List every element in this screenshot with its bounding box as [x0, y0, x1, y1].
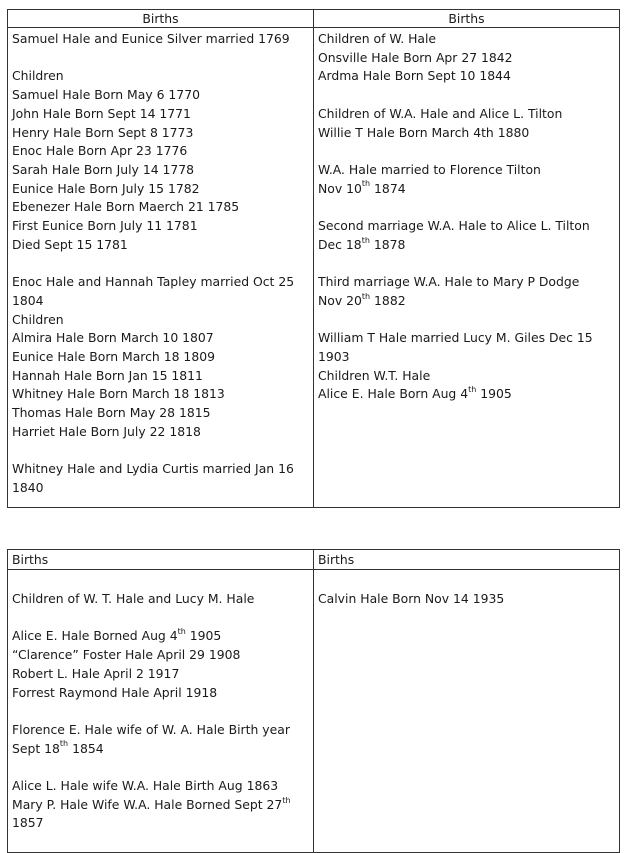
entry-line: [12, 796, 309, 815]
entry-line: Henry Hale Born Sept 8 1773: [12, 124, 194, 140]
entry-line: [12, 702, 309, 721]
entry-line: Calvin Hale Born Nov 14 1935: [318, 591, 505, 606]
column-header: Births: [314, 10, 620, 28]
entry-line: Thomas Hale Born May 28 1815: [12, 405, 211, 421]
entry-line: Samuel Hale and Eunice Silver married 1769: [12, 31, 290, 46]
entry-line: [12, 49, 309, 68]
left-column-entries: [8, 570, 314, 853]
entry-line: Ebenezer Hale Born Maerch 21 1785: [12, 199, 240, 215]
entry-line: 1903: [318, 348, 350, 364]
births-table-1: [7, 9, 620, 508]
entry-line: [12, 627, 309, 646]
ordinal-suffix: th: [468, 385, 477, 395]
right-column-entries: [314, 28, 620, 508]
entry-line: 1857: [12, 815, 44, 831]
entry-line: 1840: [12, 479, 44, 495]
entry-line: Florence E. Hale wife of W. A. Hale Birth year: [12, 721, 290, 737]
entry-line: Onsville Hale Born Apr 27 1842: [318, 49, 513, 65]
column-header: Births: [314, 550, 620, 570]
entry-text: Alice E. Hale Borned Aug 4: [12, 628, 178, 644]
entry-line: [318, 385, 615, 404]
entry-line: [318, 86, 615, 105]
left-column-entries: [8, 28, 314, 508]
entry-line: Forrest Raymond Hale April 1918: [12, 684, 218, 700]
entry-line: Samuel Hale Born May 6 1770: [12, 87, 200, 103]
entry-text: Sept 18: [12, 740, 60, 756]
entry-line: Eunice Hale Born July 15 1782: [12, 180, 200, 196]
entry-text: Alice E. Hale Born Aug 4: [318, 386, 469, 402]
column-header: Births: [8, 10, 314, 28]
entry-line: [318, 292, 615, 311]
entry-line: Eunice Hale Born March 18 1809: [12, 348, 215, 364]
entry-line: Enoc Hale and Hannah Tapley married Oct 25: [12, 274, 295, 290]
ordinal-suffix: th: [361, 291, 371, 301]
entry-text: 1905: [185, 628, 222, 644]
entry-line: Died Sept 15 1781: [12, 236, 128, 252]
entry-line: Harriet Hale Born July 22 1818: [12, 423, 201, 439]
ordinal-suffix: th: [361, 235, 370, 245]
entry-line: Children of W.A. Hale and Alice L. Tilton: [318, 105, 563, 121]
entry-line: Hannah Hale Born Jan 15 1811: [12, 367, 203, 383]
entry-text: 1905: [476, 386, 512, 402]
entry-line: Children of W. T. Hale and Lucy M. Hale: [12, 591, 255, 606]
entry-line: Children: [12, 68, 64, 84]
entry-text: 1882: [370, 292, 406, 308]
entry-line: Ardma Hale Born Sept 10 1844: [318, 68, 511, 84]
entry-line: [318, 310, 615, 329]
entry-line: Whitney Hale Born March 18 1813: [12, 386, 225, 402]
entry-text: Nov 10: [318, 180, 362, 196]
entry-line: Willie T Hale Born March 4th 1880: [318, 124, 530, 140]
entry-line: Alice L. Hale wife W.A. Hale Birth Aug 1863: [12, 777, 279, 793]
entry-line: Children: [12, 311, 64, 327]
entry-line: Whitney Hale and Lydia Curtis married Jan 16: [12, 461, 294, 477]
entry-line: Almira Hale Born March 10 1807: [12, 330, 214, 346]
entry-line: Sarah Hale Born July 14 1778: [12, 161, 195, 177]
ordinal-suffix: th: [361, 179, 371, 189]
entry-line: “Clarence” Foster Hale April 29 1908: [12, 647, 241, 663]
ordinal-suffix: th: [282, 795, 291, 805]
ordinal-suffix: th: [59, 739, 69, 749]
entry-line: William T Hale married Lucy M. Giles Dec 15: [318, 330, 593, 346]
entry-text: 1854: [68, 740, 104, 756]
entry-line: [12, 758, 309, 777]
entry-line: [318, 236, 615, 255]
entry-text: Dec 18: [318, 236, 362, 252]
entry-text: Nov 20: [318, 292, 362, 308]
entry-line: 1804: [12, 292, 44, 308]
births-table-2: [7, 549, 620, 853]
entry-line: [318, 180, 615, 199]
entry-text: 1878: [369, 236, 406, 252]
entry-line: Third marriage W.A. Hale to Mary P Dodge: [318, 274, 580, 290]
entry-line: [318, 198, 615, 217]
table-header-row: [8, 10, 620, 28]
table-row: [8, 570, 620, 853]
entry-line: W.A. Hale married to Florence Tilton: [318, 161, 541, 177]
entry-line: John Hale Born Sept 14 1771: [12, 105, 191, 121]
entry-text: Mary P. Hale Wife W.A. Hale Borned Sept 27: [12, 796, 283, 812]
entry-line: Second marriage W.A. Hale to Alice L. Tilton: [318, 217, 590, 233]
column-header: Births: [8, 550, 314, 570]
table-header-row: [8, 550, 620, 570]
entry-line: [318, 254, 615, 273]
entry-line: [12, 441, 309, 460]
entry-line: [12, 254, 309, 273]
right-column-entries: [314, 570, 620, 853]
entry-line: [12, 609, 309, 628]
entry-line: [318, 142, 615, 161]
table-row: [8, 28, 620, 508]
entry-line: Robert L. Hale April 2 1917: [12, 665, 180, 681]
entry-line: [12, 740, 309, 759]
entry-line: Children of W. Hale: [318, 31, 437, 46]
entry-line: Enoc Hale Born Apr 23 1776: [12, 143, 188, 159]
entry-line: Children W.T. Hale: [318, 367, 431, 383]
entry-text: 1874: [370, 180, 406, 196]
ordinal-suffix: th: [177, 627, 186, 637]
entry-line: First Eunice Born July 11 1781: [12, 218, 198, 234]
